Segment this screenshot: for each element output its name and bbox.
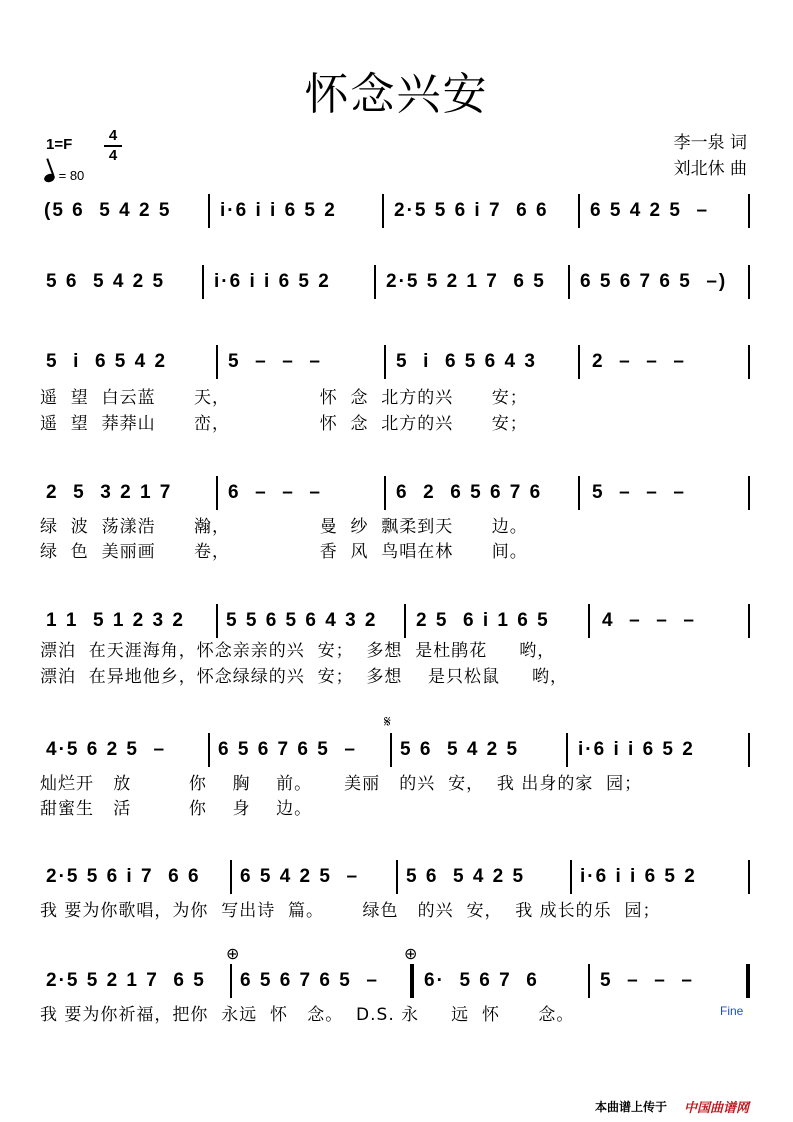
measure-notes: 2·5 5 2 1 7 6 5 bbox=[46, 970, 206, 991]
quarter-note-icon bbox=[43, 172, 56, 183]
barline bbox=[748, 733, 750, 767]
lyricist-credit: 李一泉 词 bbox=[673, 133, 747, 153]
barline bbox=[748, 345, 750, 379]
song-title: 怀念兴安 bbox=[304, 69, 489, 120]
barline bbox=[566, 733, 568, 767]
barline bbox=[216, 604, 218, 638]
barline bbox=[588, 964, 590, 998]
measure-notes: 6 5 6 7 6 5 –) bbox=[580, 271, 728, 292]
measure-notes: 2 5 3 2 1 7 bbox=[46, 482, 173, 503]
measure-notes: 6 5 6 7 6 5 – bbox=[218, 739, 357, 760]
barline bbox=[384, 345, 386, 379]
measure-notes: 1 1 5 1 2 3 2 bbox=[46, 610, 185, 631]
measure-notes: 5 i 6 5 4 2 bbox=[46, 351, 168, 372]
composer-credit: 刘北休 曲 bbox=[673, 159, 747, 179]
measure-notes: 2·5 5 6 i 7 6 6 bbox=[394, 200, 549, 221]
barline bbox=[748, 860, 750, 894]
fine-mark: Fine bbox=[720, 1004, 744, 1018]
lyric-line: 灿烂开 放 你 胸 前。 美丽 的兴 安， 我 出身的家 园； bbox=[40, 774, 643, 794]
barline bbox=[230, 964, 232, 998]
lyric-line: 我 要为你歌唱，为你 写出诗 篇。 绿色 的兴 安， 我 成长的乐 园； bbox=[40, 901, 661, 921]
lyric-line: 漂泊 在天涯海角，怀念亲亲的兴 安； 多想 是杜鹃花 哟， bbox=[40, 641, 556, 661]
measure-notes: 6 2 6 5 6 7 6 bbox=[396, 482, 543, 503]
barline bbox=[570, 860, 572, 894]
measure-notes: 6 5 4 2 5 – bbox=[240, 866, 360, 887]
barline bbox=[382, 194, 384, 228]
measure-notes: 6 5 4 2 5 – bbox=[590, 200, 710, 221]
measure-notes: 5 – – – bbox=[228, 351, 322, 372]
lyric-line: 绿 色 美丽画 卷， 香 风 鸟唱在林 间。 bbox=[40, 542, 528, 562]
measure-notes: 6 5 6 7 6 5 – bbox=[240, 970, 379, 991]
barline bbox=[578, 194, 580, 228]
measure-notes: i·6 i i 6 5 2 bbox=[580, 866, 697, 887]
upload-note: 本曲谱上传于 bbox=[595, 1100, 668, 1114]
barline bbox=[384, 476, 386, 510]
measure-notes: 4·5 6 2 5 – bbox=[46, 739, 167, 760]
barline bbox=[374, 265, 376, 299]
barline bbox=[216, 476, 218, 510]
coda-mark: ⊕ bbox=[226, 944, 240, 963]
barline bbox=[748, 604, 750, 638]
measure-notes: i·6 i i 6 5 2 bbox=[578, 739, 695, 760]
barline bbox=[202, 265, 204, 299]
lyric-line: 绿 波 荡漾浩 瀚， 曼 纱 飘柔到天 边。 bbox=[40, 517, 528, 537]
barline bbox=[230, 860, 232, 894]
measure-notes: i·6 i i 6 5 2 bbox=[214, 271, 331, 292]
barline bbox=[748, 194, 750, 228]
measure-notes: 5 6 5 4 2 5 bbox=[400, 739, 520, 760]
measure-notes: (5 6 5 4 2 5 bbox=[44, 200, 172, 221]
time-signature-top: 4 bbox=[108, 127, 118, 144]
site-logo[interactable]: 中国曲谱网 bbox=[684, 1101, 750, 1116]
measure-notes: 6 – – – bbox=[228, 482, 322, 503]
barline bbox=[748, 476, 750, 510]
measure-notes: 5 – – – bbox=[600, 970, 694, 991]
measure-notes: 4 – – – bbox=[602, 610, 696, 631]
time-signature bbox=[104, 128, 122, 164]
lyric-line: 漂泊 在异地他乡，怀念绿绿的兴 安； 多想 是只松鼠 哟， bbox=[40, 667, 569, 687]
final-barline bbox=[746, 964, 750, 998]
tempo-marking bbox=[44, 168, 84, 183]
measure-notes: 6· 5 6 7 6 bbox=[424, 970, 539, 991]
measure-notes: 5 6 5 4 2 5 bbox=[406, 866, 526, 887]
barline bbox=[216, 345, 218, 379]
measure-notes: 2·5 5 6 i 7 6 6 bbox=[46, 866, 201, 887]
measure-notes: 5 – – – bbox=[592, 482, 686, 503]
barline bbox=[208, 733, 210, 767]
lyric-line: 遥 望 白云蓝 天， 怀 念 北方的兴 安； bbox=[40, 388, 528, 408]
key-signature: 1=F bbox=[46, 136, 73, 153]
lyric-line: 甜蜜生 活 你 身 边。 bbox=[40, 799, 313, 819]
measure-notes: 5 i 6 5 6 4 3 bbox=[396, 351, 537, 372]
barline bbox=[578, 345, 580, 379]
measure-notes: 5 5 6 5 6 4 3 2 bbox=[226, 610, 378, 631]
barline bbox=[588, 604, 590, 638]
segno-mark: 𝄋 bbox=[384, 712, 391, 731]
barline bbox=[578, 476, 580, 510]
barline bbox=[396, 860, 398, 894]
measure-notes: 2 5 6 i 1 6 5 bbox=[416, 610, 550, 631]
barline bbox=[568, 265, 570, 299]
measure-notes: 5 6 5 4 2 5 bbox=[46, 271, 166, 292]
coda-mark: ⊕ bbox=[404, 944, 418, 963]
barline bbox=[748, 265, 750, 299]
tempo-value: = 80 bbox=[58, 168, 85, 183]
measure-notes: 2·5 5 2 1 7 6 5 bbox=[386, 271, 546, 292]
lyric-line: 遥 望 莽莽山 峦， 怀 念 北方的兴 安； bbox=[40, 414, 528, 434]
lyric-line: 我 要为你祈福，把你 永远 怀 念。 D.S. 永 远 怀 念。 bbox=[40, 1005, 575, 1025]
barline bbox=[208, 194, 210, 228]
time-signature-bottom: 4 bbox=[108, 147, 118, 164]
repeat-barline bbox=[410, 964, 414, 998]
barline bbox=[404, 604, 406, 638]
measure-notes: 2 – – – bbox=[592, 351, 686, 372]
measure-notes: i·6 i i 6 5 2 bbox=[220, 200, 337, 221]
barline bbox=[390, 733, 392, 767]
